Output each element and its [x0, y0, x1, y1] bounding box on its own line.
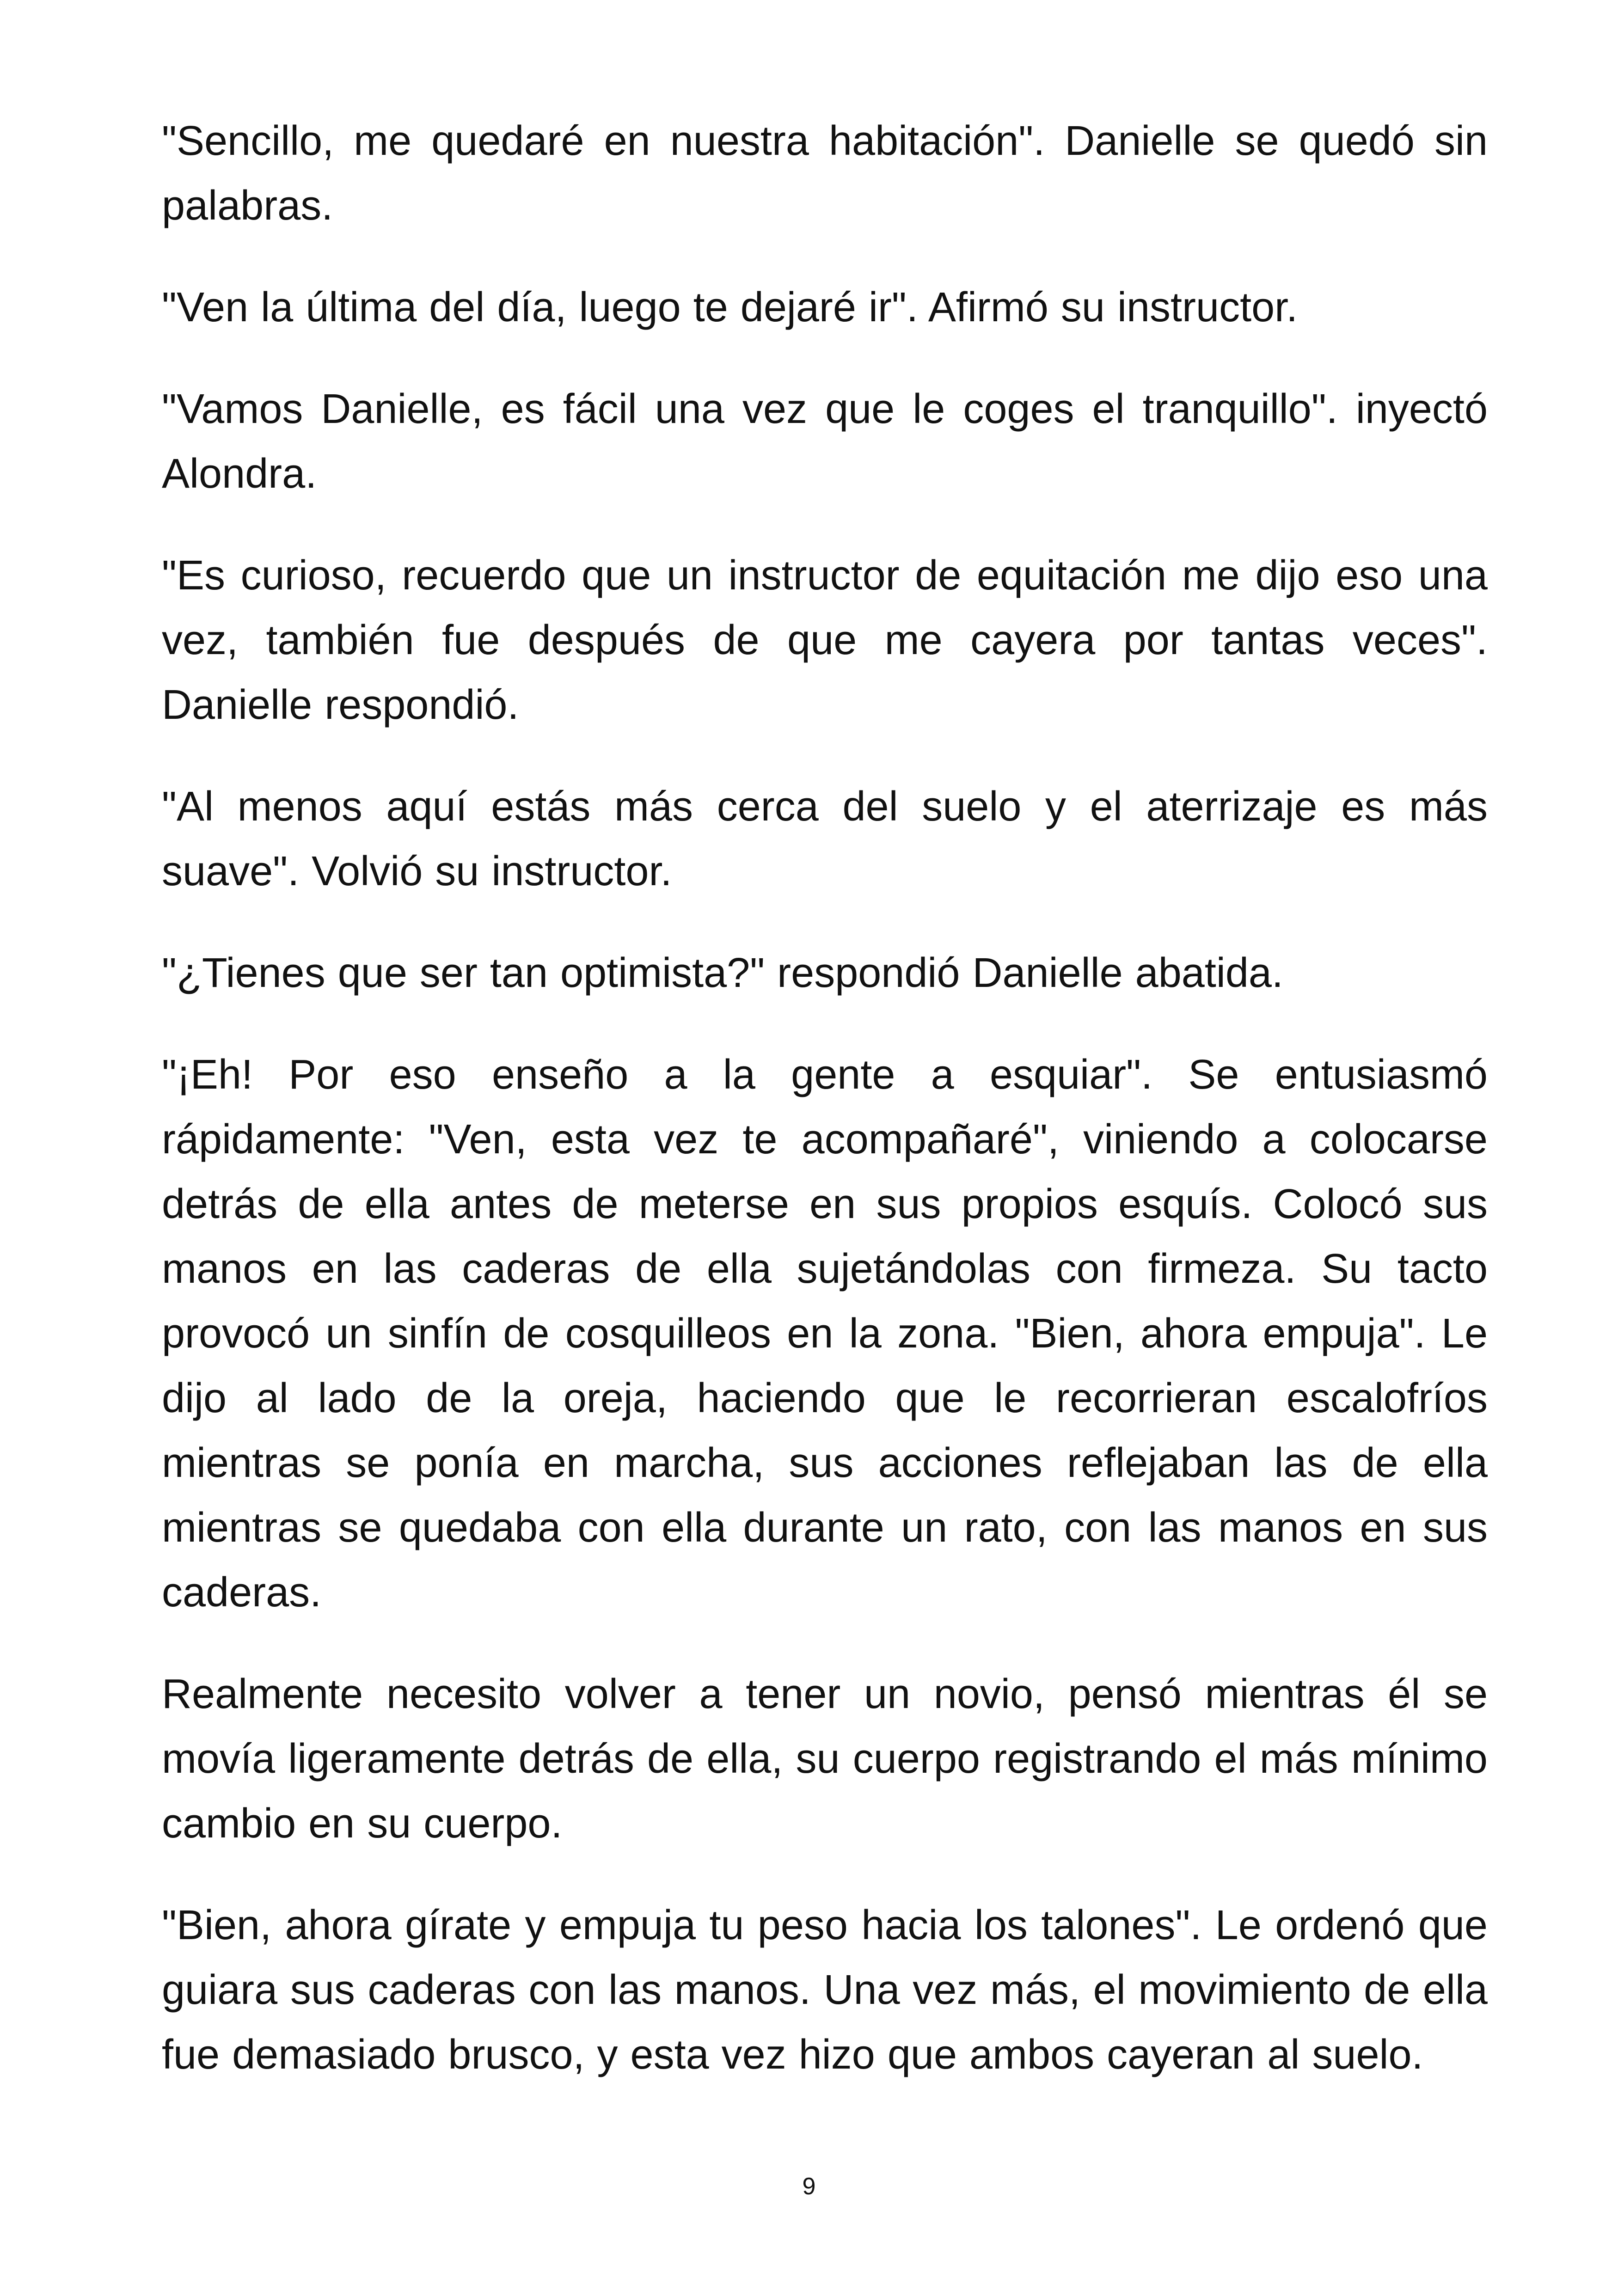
paragraph: "Bien, ahora gírate y empuja tu peso hacia los talones". Le ordenó que guiara sus caderas con las manos. Una vez más, el movimiento de ella fue demasiado brusco, y esta vez hizo que ambos cayeran al suelo.	[162, 1902, 1488, 2078]
paragraph: "Es curioso, recuerdo que un instructor de equitación me dijo eso una vez, también fue después de que me cayera por tantas veces". Danielle respondió.	[162, 552, 1488, 728]
paragraph: "Ven la última del día, luego te dejaré ir". Afirmó su instructor.	[162, 284, 1298, 331]
paragraph: "Al menos aquí estás más cerca del suelo y el aterrizaje es más suave". Volvió su instructor.	[162, 784, 1488, 894]
body-text	[162, 109, 1488, 2124]
paragraph: "Vamos Danielle, es fácil una vez que le coges el tranquillo". inyectó Alondra.	[162, 386, 1488, 497]
paragraph: "¡Eh! Por eso enseño a la gente a esquiar". Se entusiasmó rápidamente: "Ven, esta vez te acompañaré", viniendo a colocarse detrás de ella antes de meterse en sus propios esquís. Colocó sus manos en las caderas de ella sujetándolas con firmeza. Su tacto provocó un sinfín de cosquilleos en la zona. "Bien, ahora empuja". Le dijo al lado de la oreja, haciendo que le recorrieran escalofríos mientras se ponía en marcha, sus acciones reflejaban las de ella mientras se quedaba con ella durante un rato, con las manos en sus caderas.	[162, 1052, 1488, 1616]
paragraph: "¿Tienes que ser tan optimista?" respondió Danielle abatida.	[162, 950, 1283, 996]
paragraph: "Sencillo, me quedaré en nuestra habitación". Danielle se quedó sin palabras.	[162, 118, 1488, 229]
page-number: 9	[802, 2173, 816, 2200]
paragraph: Realmente necesito volver a tener un novio, pensó mientras él se movía ligeramente detrás de ella, su cuerpo registrando el más mínimo cambio en su cuerpo.	[162, 1671, 1488, 1847]
